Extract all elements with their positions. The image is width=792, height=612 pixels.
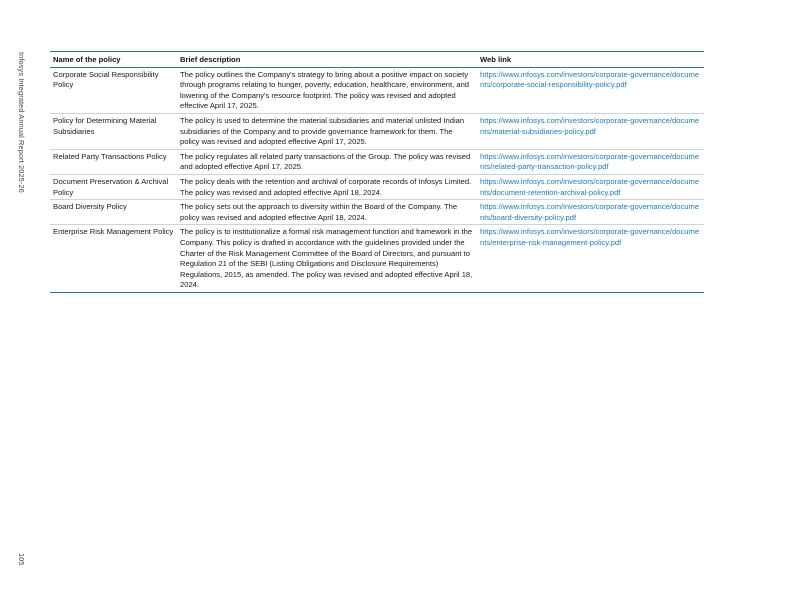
table-header-row [50,52,704,68]
table-row [50,174,704,199]
policy-description: The policy is to institutionalize a formal risk management function and framework in the Company. This policy is drafted in accordance with the guidelines provided under the Charter of the Risk Management Committee of the Board of Directors, and pursuant to Regulation 21 of the SEBI (Listing Obligations and Disclosure Requirements) Regulations, 2015, as amended. The policy was revised and adopted effective April 18, 2024. [180,227,473,290]
policy-name: Enterprise Risk Management Policy [53,227,174,237]
policy-table [50,51,704,293]
report-title: Infosys Integrated Annual Report 2025-26 [17,52,26,193]
header-policy-name: Name of the policy [50,52,177,68]
table-row [50,225,704,293]
table-row [50,149,704,174]
policy-link[interactable]: https://www.infosys.com/investors/corporate-governance/documents/enterprise-risk-management-policy.pdf [480,227,700,247]
policy-description: The policy outlines the Company's strategy to bring about a positive impact on society through programs relating to hunger, poverty, education, healthcare, environment, and lowering of the Company's resource footprint. The policy was revised and adopted effective April 17, 2025. [177,67,477,113]
policy-link[interactable]: https://www.infosys.com/investors/corporate-governance/documents/material-subsidiaries-policy.pdf [477,113,704,149]
policy-name: Related Party Transactions Policy [50,149,177,174]
policy-description: The policy regulates all related party transactions of the Group. The policy was revised and adopted effective April 17, 2025. [177,149,477,174]
policy-name: Document Preservation & Archival Policy [50,174,177,199]
policy-link[interactable]: https://www.infosys.com/investors/corporate-governance/documents/document-retention-archival-policy.pdf [477,174,704,199]
header-web-link: Web link [477,52,704,68]
policy-description: The policy is used to determine the material subsidiaries and material unlisted Indian subsidiaries of the Company and to provide governance framework for them. The policy was revised and adopted effective April 17, 2025. [177,113,477,149]
page-number: 105 [17,553,26,566]
table-row [50,113,704,149]
table-row [50,200,704,225]
policy-name: Policy for Determining Material Subsidiaries [50,113,177,149]
policy-link[interactable]: https://www.infosys.com/investors/corporate-governance/documents/related-party-transaction-policy.pdf [477,149,704,174]
table-row [50,67,704,113]
policy-description: The policy sets out the approach to diversity within the Board of the Company. The policy was revised and adopted effective April 18, 2024. [177,200,477,225]
header-description: Brief description [177,52,477,68]
policy-link[interactable]: https://www.infosys.com/investors/corporate-governance/documents/board-diversity-policy.pdf [477,200,704,225]
policy-description: The policy deals with the retention and archival of corporate records of Infosys Limited. The policy was revised and adopted effective April 18, 2024. [177,174,477,199]
policy-name: Corporate Social Responsibility Policy [50,67,177,113]
policy-link[interactable]: https://www.infosys.com/investors/corporate-governance/documents/corporate-social-responsibility-policy.pdf [477,67,704,113]
policy-name: Board Diversity Policy [50,200,177,225]
